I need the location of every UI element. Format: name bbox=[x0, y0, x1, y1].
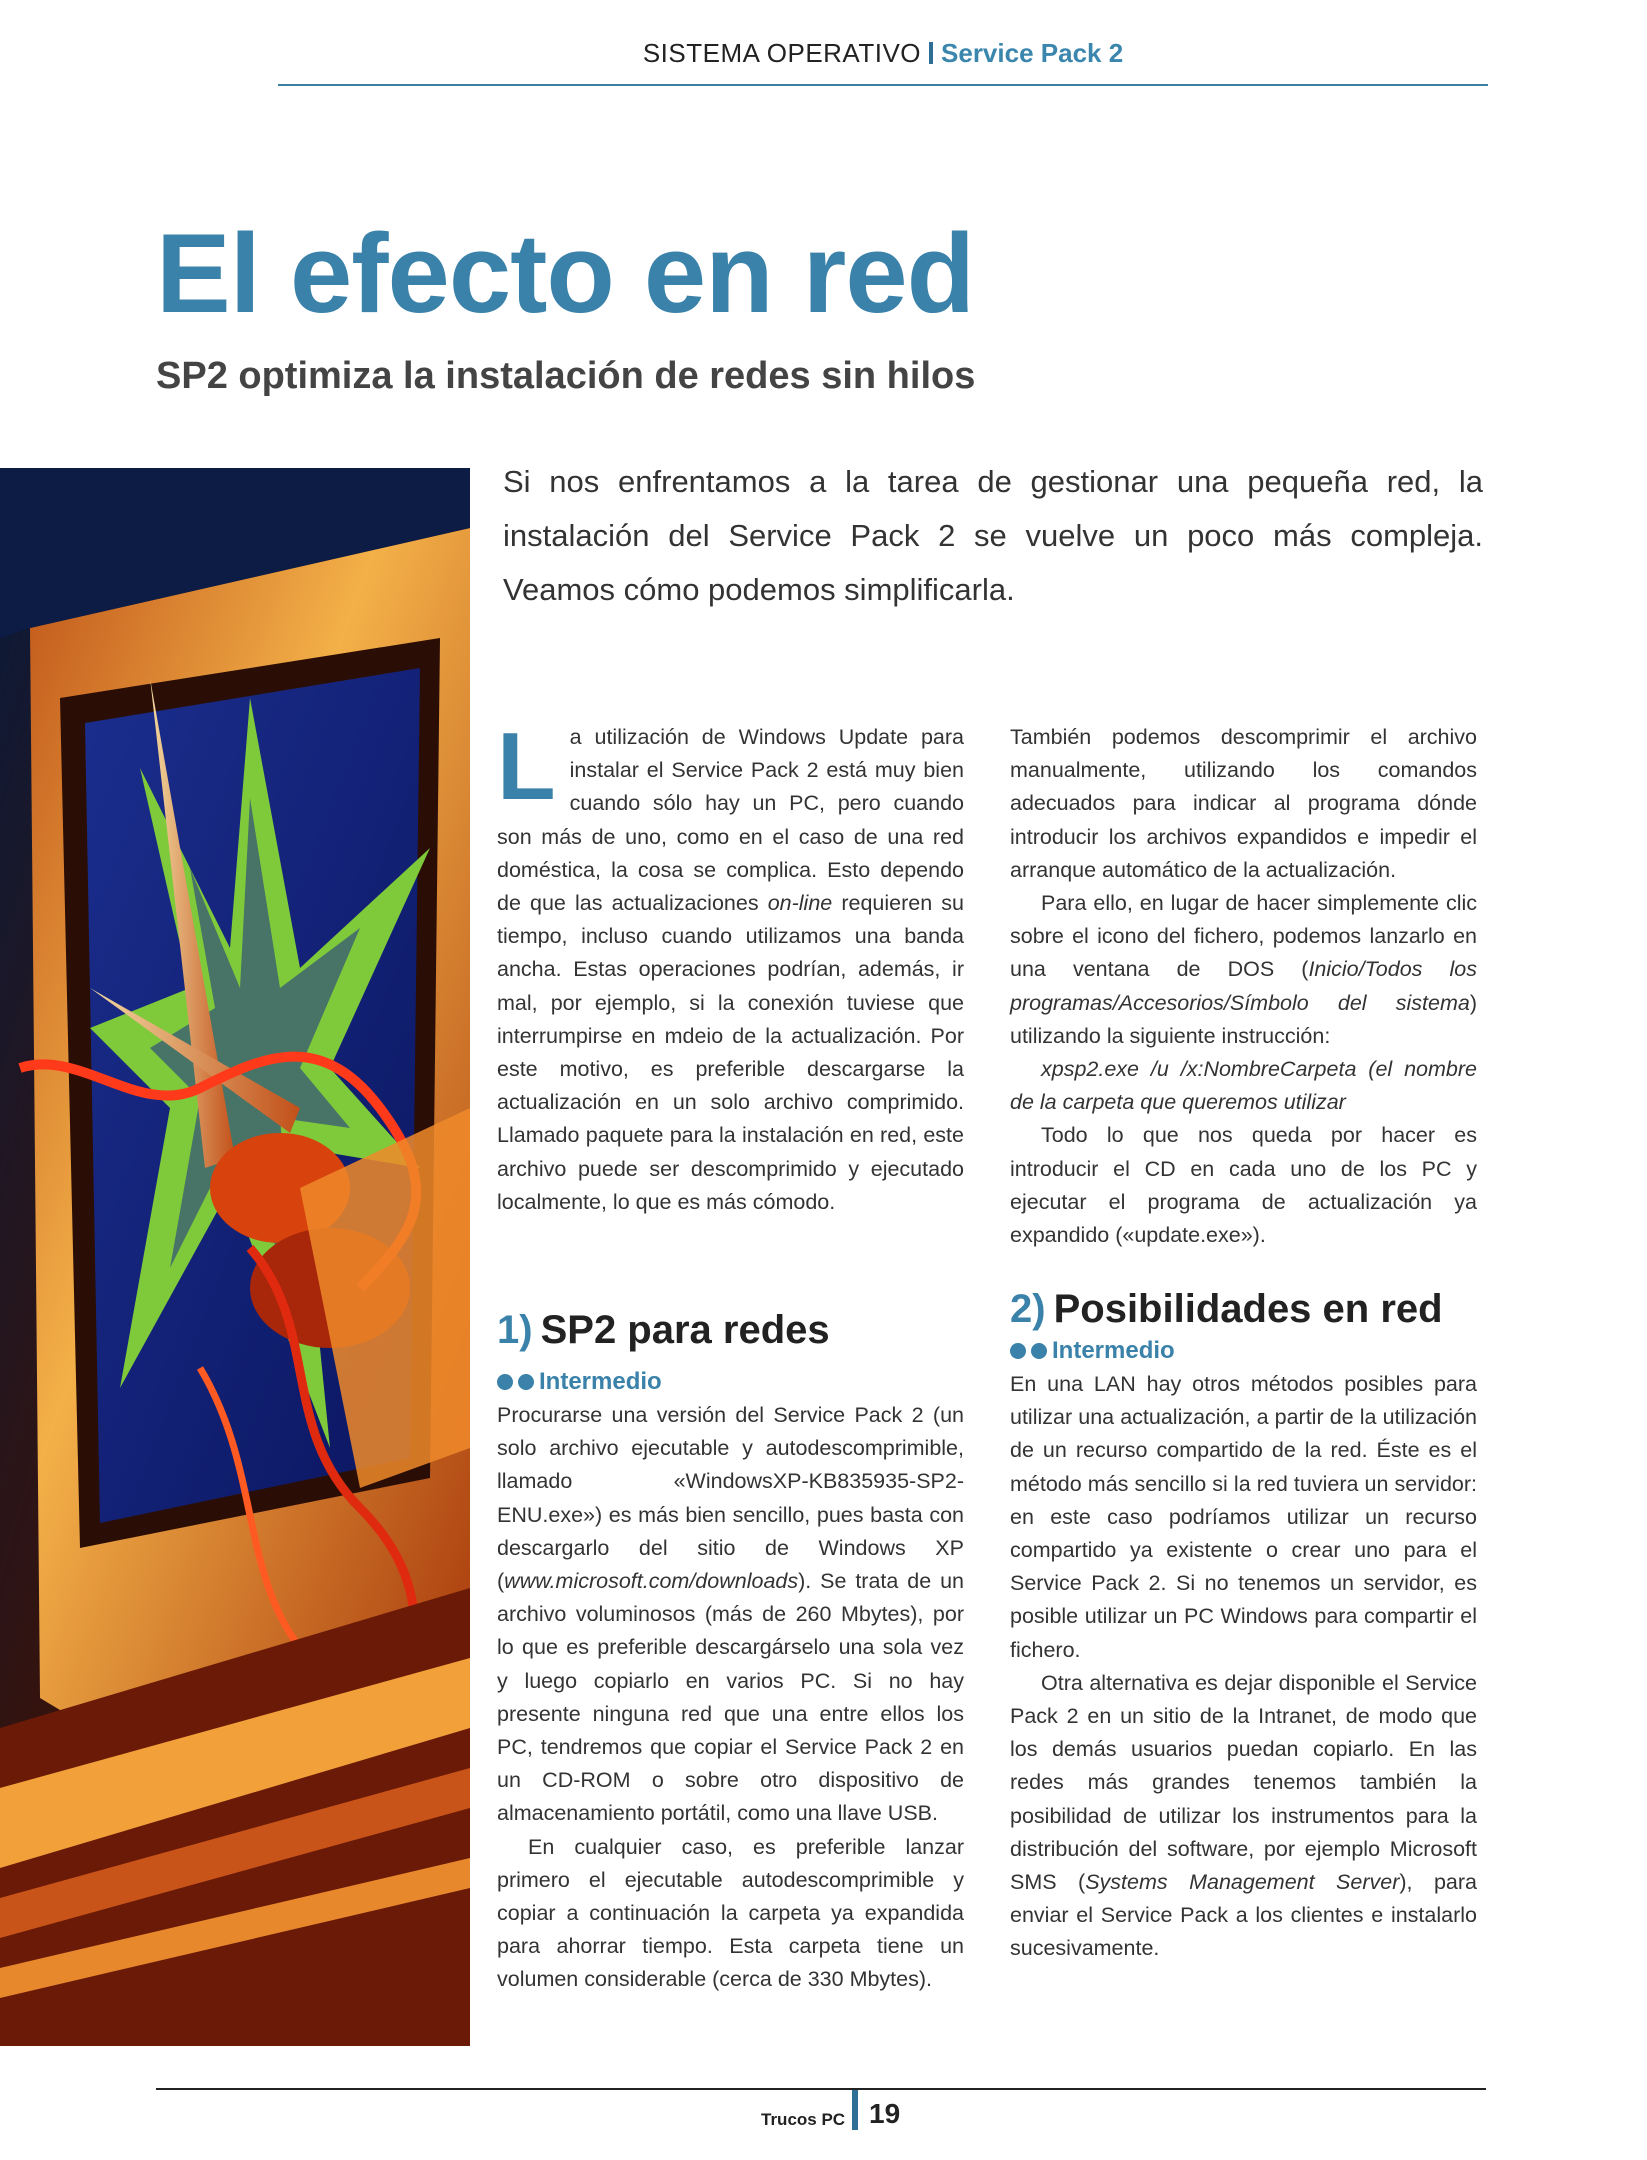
page-number: 19 bbox=[869, 2098, 901, 2129]
product-name: Systems Management Server bbox=[1085, 1870, 1400, 1895]
monitor-scissors-illustration bbox=[0, 468, 470, 2046]
paragraph: Para ello, en lugar de hacer simplemente clic sobre el icono del fichero, podemos lanzarlo en una ventana de DOS (Inicio/Todos los programas/Accesorios/Símbolo del sistema) utilizando la siguiente instrucción: bbox=[1010, 891, 1477, 1048]
menu-path: Inicio/Todos los programas/Accesorios/Símbolo del sistema bbox=[1010, 957, 1477, 1015]
difficulty-level: Intermedio bbox=[497, 1365, 964, 1399]
difficulty-dot-icon bbox=[518, 1374, 534, 1390]
intro-text-cont: requieren su tiempo, incluso cuando utilizamos una banda ancha. Estas operaciones podrían, además, ir mal, por ejemplo, si la conexión tuviese que interrumpirse en mdeio de la actualización. Por este motivo, es preferible descargarse la actualización en un solo archivo comprimido. Llamado paquete para la instalación en red, este archivo puede ser descomprimido y ejecutado localmente, lo que es más cómodo. bbox=[497, 891, 965, 1214]
page-footer bbox=[156, 2088, 1486, 2129]
url-text: www.microsoft.com/downloads bbox=[504, 1569, 799, 1594]
section-1 bbox=[497, 1305, 964, 1997]
emphasis-online: on-line bbox=[767, 891, 833, 916]
paragraph: Otra alternativa es dejar disponible el Service Pack 2 en un sitio de la Intranet, de modo que los demás usuarios puedan copiarlo. En las redes más grandes tenemos también la posibilidad de utilizar los instrumentos para la distribución del software, por ejemplo Microsoft SMS (Systems Management Server), para enviar el Service Pack a los clientes e instalarlo sucesivamente. bbox=[1010, 1670, 1477, 1961]
difficulty-dot-icon bbox=[497, 1374, 513, 1390]
section-1-heading bbox=[497, 1305, 964, 1355]
header-separator bbox=[929, 42, 933, 64]
section-number: 1) bbox=[497, 1308, 533, 1352]
paragraph: También podemos descomprimir el archivo manualmente, utilizando los comandos adecuados para indicar al programa dónde introducir los archivos expandidos e impedir el arranque automático de la actualización. bbox=[1010, 725, 1477, 882]
running-header bbox=[278, 38, 1488, 86]
article-subtitle: SP2 optimiza la instalación de redes sin hilos bbox=[156, 355, 976, 397]
article-lead: Si nos enfrentamos a la tarea de gestionar una pequeña red, la instalación del Service Pack 2 se vuelve un poco más compleja. Veamos cómo podemos simplificarla. bbox=[503, 464, 1483, 607]
drop-cap: L bbox=[497, 713, 556, 820]
section-2-heading bbox=[1010, 1284, 1477, 1334]
article-title: El efecto en red bbox=[156, 211, 975, 336]
section-title: Posibilidades en red bbox=[1053, 1287, 1443, 1331]
paragraph: En cualquier caso, es preferible lanzar primero el ejecutable autodescomprimible y copiar a continuación la carpeta ya expandida para ahorrar tiempo. Esta carpeta tiene un volumen considerable (cerca de 330 Mbytes). bbox=[497, 1834, 964, 1992]
paragraph: En una LAN hay otros métodos posibles para utilizar una actualización, a partir de la utilización de un recurso compartido de la red. Éste es el método más sencillo si la red tuviera un servidor: en este caso podríamos utilizar un recurso compartido ya existente o crear uno para el Service Pack 2. Si no tenemos un servidor, es posible utilizar un PC Windows para compartir el fichero. bbox=[1010, 1372, 1477, 1662]
difficulty-dot-icon bbox=[1010, 1343, 1026, 1359]
paragraph: Procurarse una versión del Service Pack 2 (un solo archivo ejecutable y autodescomprimible, llamado «WindowsXP-KB835935-SP2-ENU.exe») es más bien sencillo, pues basta con descargarlo del sitio de Windows XP (www.microsoft.com/downloads). Se trata de un archivo voluminosos (más de 260 Mbytes), por lo que es preferible descargárselo una sola vez y luego copiarlo en varios PC. Si no hay presente ninguna red que una entre ellos los PC, tendremos que copiar el Service Pack 2 en un CD-ROM o sobre otro dispositivo de almacenamiento portátil, como una llave USB. bbox=[497, 1403, 964, 1826]
publication-name: Trucos PC bbox=[761, 2110, 846, 2129]
paragraph: Todo lo que nos queda por hacer es introducir el CD en cada uno de los PC y ejecutar el programa de actualización ya expandido («update.exe»). bbox=[1010, 1123, 1477, 1248]
intro-column-1 bbox=[497, 713, 965, 1219]
section-number: 2) bbox=[1010, 1287, 1046, 1331]
difficulty-level: Intermedio bbox=[1010, 1334, 1477, 1368]
section-title: SP2 para redes bbox=[540, 1308, 830, 1352]
section-1-body bbox=[497, 1399, 964, 1997]
intro-text: a utilización de Windows Update para instalar el Service Pack 2 está muy bien cuando sólo hay un PC, pero cuando son más de uno, como en el caso de una red doméstica, la cosa se complica. Esto dependo de que las actualizaciones bbox=[497, 725, 964, 916]
section-2 bbox=[1010, 1284, 1477, 1966]
header-subsection: Service Pack 2 bbox=[941, 38, 1124, 68]
difficulty-dot-icon bbox=[1031, 1343, 1047, 1359]
intro-column-2 bbox=[1010, 721, 1477, 1252]
command-line: xpsp2.exe /u /x:NombreCarpeta (el nombre de la carpeta que queremos utilizar bbox=[1010, 1057, 1477, 1115]
footer-separator bbox=[852, 2090, 858, 2130]
section-2-body bbox=[1010, 1368, 1477, 1966]
header-section: SISTEMA OPERATIVO bbox=[642, 38, 922, 68]
